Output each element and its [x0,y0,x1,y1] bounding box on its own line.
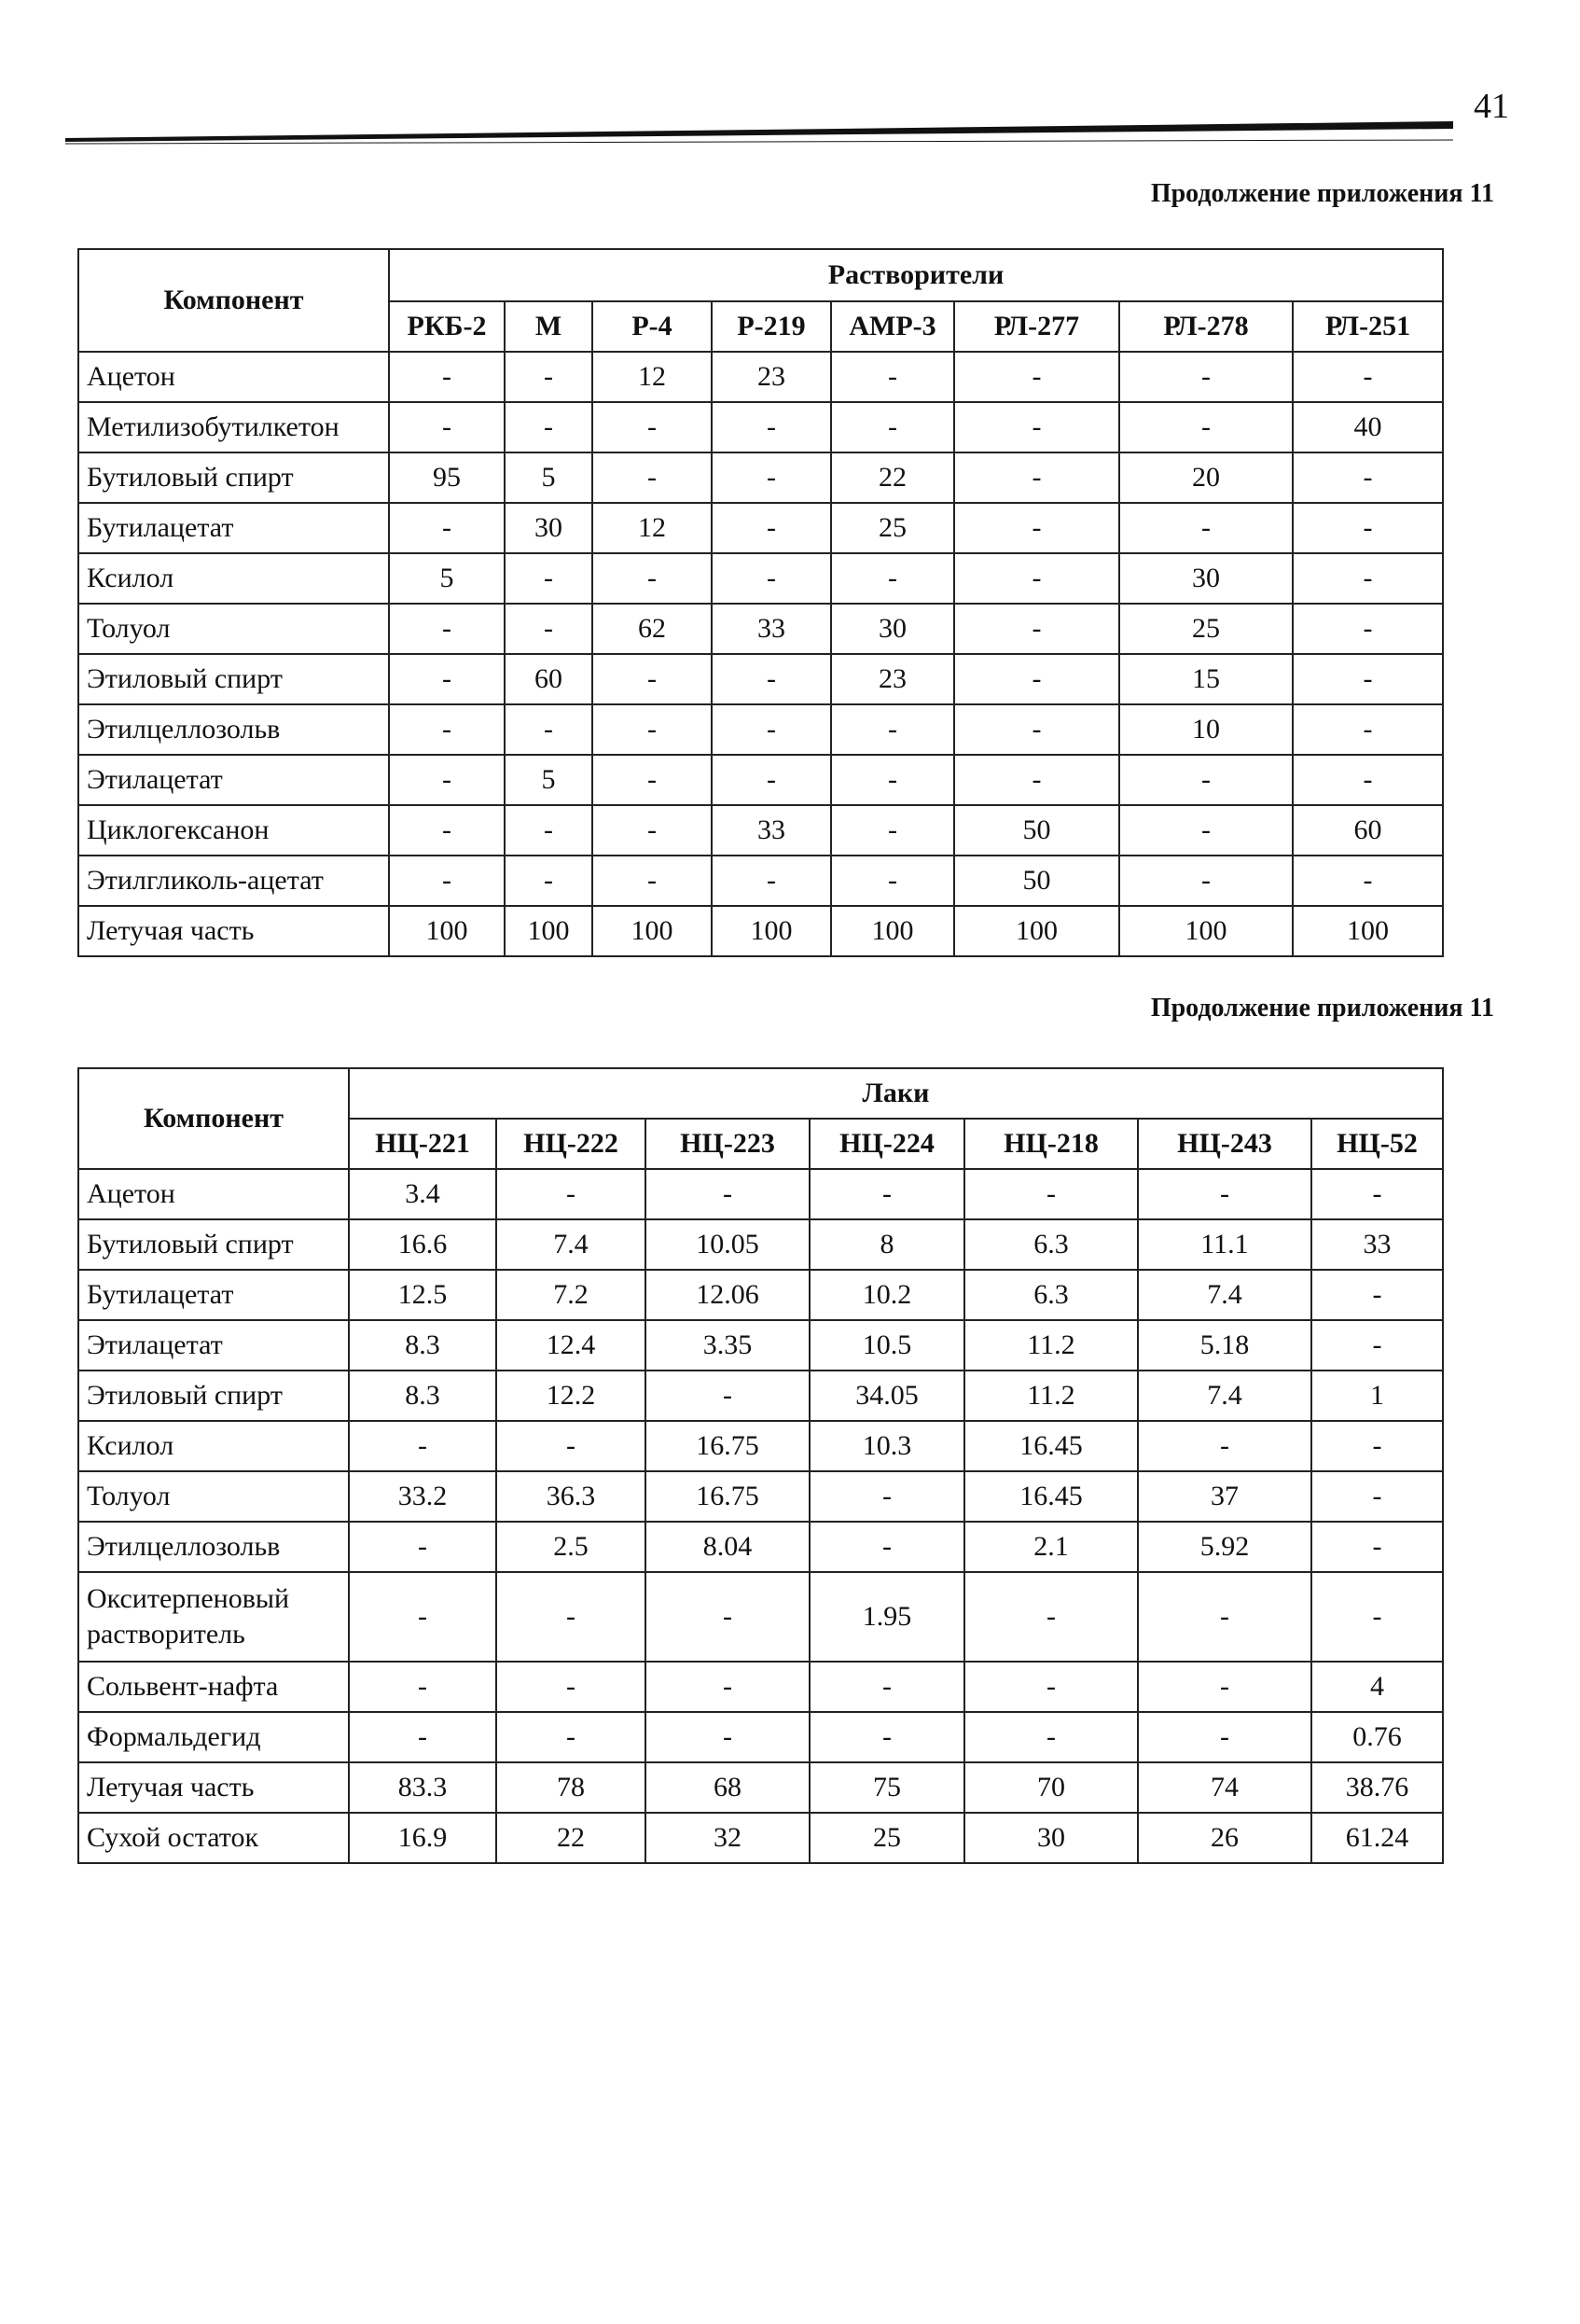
table-cell: 22 [831,452,954,503]
table-row [78,1270,1443,1320]
table-cell: 38.76 [1311,1762,1443,1813]
table-cell: - [592,402,712,452]
table-cell: - [505,553,592,604]
column-header: АМР-3 [831,301,954,352]
row-label: Циклогексанон [78,805,389,856]
table-cell: - [1293,755,1443,805]
table-cell: 16.45 [964,1471,1138,1522]
column-header: НЦ-52 [1311,1119,1443,1169]
table-cell: - [1293,553,1443,604]
row-label: Этилацетат [78,1320,349,1371]
table-cell: - [964,1169,1138,1219]
table-cell: - [389,503,505,553]
table-cell: 100 [505,906,592,956]
table-cell: - [954,503,1119,553]
table-row [78,1662,1443,1712]
table-cell: 10 [1119,704,1293,755]
table-cell: 100 [712,906,831,956]
table-cell: 0.76 [1311,1712,1443,1762]
table-cell: - [505,402,592,452]
table-cell: 78 [496,1762,645,1813]
table-cell: - [1293,352,1443,402]
table-cell: - [645,1371,810,1421]
table-row [78,1522,1443,1572]
table-cell: - [349,1712,496,1762]
table-cell: - [831,704,954,755]
table-cell: 30 [831,604,954,654]
table-caption-solvents: Продолжение приложения 11 [1150,179,1494,208]
row-label: Сухой остаток [78,1813,349,1863]
table-row [78,856,1443,906]
column-header: НЦ-218 [964,1119,1138,1169]
table-cell: 7.4 [1138,1371,1311,1421]
table-cell: - [592,704,712,755]
table-cell: 12 [592,503,712,553]
table-row [78,755,1443,805]
table-cell: 12.2 [496,1371,645,1421]
table-cell: 3.35 [645,1320,810,1371]
row-label: Толуол [78,604,389,654]
table-cell: - [1293,452,1443,503]
table-cell: 22 [496,1813,645,1863]
table-cell: 11.1 [1138,1219,1311,1270]
table-row [78,452,1443,503]
row-label: Формальдегид [78,1712,349,1762]
table-cell: - [954,654,1119,704]
table-row [78,1169,1443,1219]
table-cell: - [712,856,831,906]
table-cell: - [1138,1572,1311,1662]
table-cell: 33 [712,604,831,654]
table-row [78,553,1443,604]
table-cell: 23 [831,654,954,704]
table-cell: - [831,856,954,906]
column-header: НЦ-221 [349,1119,496,1169]
column-header: Р-219 [712,301,831,352]
table-cell: 61.24 [1311,1813,1443,1863]
table-cell: - [964,1712,1138,1762]
table-cell: 74 [1138,1762,1311,1813]
row-label: Бутиловый спирт [78,1219,349,1270]
column-header: РЛ-251 [1293,301,1443,352]
table-cell: - [389,755,505,805]
table-row [78,1471,1443,1522]
table-cell: 6.3 [964,1219,1138,1270]
column-header: НЦ-223 [645,1119,810,1169]
table-cell: 83.3 [349,1762,496,1813]
table-row [78,604,1443,654]
table-cell: 12.4 [496,1320,645,1371]
table-cell: 36.3 [496,1471,645,1522]
table-cell: 26 [1138,1813,1311,1863]
table-cell: - [831,755,954,805]
table-cell: - [954,755,1119,805]
table-cell: - [496,1421,645,1471]
table-row [78,1762,1443,1813]
table-cell: 16.6 [349,1219,496,1270]
table-cell: - [831,805,954,856]
table-cell: - [964,1572,1138,1662]
table-cell: - [389,402,505,452]
row-label: Бутиловый спирт [78,452,389,503]
table-cell: 8.3 [349,1371,496,1421]
table-cell: 11.2 [964,1371,1138,1421]
table-cell: 16.45 [964,1421,1138,1471]
table-cell: - [712,452,831,503]
table-cell: - [1293,856,1443,906]
table-cell: - [349,1522,496,1572]
table-cell: 5 [389,553,505,604]
solvents-table [77,248,1444,957]
table-cell: 16.9 [349,1813,496,1863]
table-cell: 10.2 [810,1270,964,1320]
table-cell: 62 [592,604,712,654]
table-cell: 20 [1119,452,1293,503]
table-cell: - [389,856,505,906]
row-label: Сольвент-нафта [78,1662,349,1712]
table-cell: - [592,553,712,604]
table-cell: - [1119,755,1293,805]
table-cell: - [349,1421,496,1471]
table-cell: - [1138,1712,1311,1762]
table-cell: 4 [1311,1662,1443,1712]
table-cell: 11.2 [964,1320,1138,1371]
table-cell: - [1119,352,1293,402]
table-cell: - [505,352,592,402]
table-cell: 60 [1293,805,1443,856]
table-cell: - [831,553,954,604]
row-label: Летучая часть [78,906,389,956]
table-cell: - [712,755,831,805]
table-cell: 3.4 [349,1169,496,1219]
table-cell: 25 [810,1813,964,1863]
table-cell: 12.5 [349,1270,496,1320]
table-cell: 2.5 [496,1522,645,1572]
table-cell: 5 [505,755,592,805]
row-label: Ацетон [78,352,389,402]
group-header: Лаки [349,1068,1443,1119]
table-cell: - [954,604,1119,654]
table-cell: 8.04 [645,1522,810,1572]
column-header: НЦ-224 [810,1119,964,1169]
table-cell: 34.05 [810,1371,964,1421]
row-label: Толуол [78,1471,349,1522]
table-cell: 100 [831,906,954,956]
table-row [78,1572,1443,1662]
table-cell: 10.5 [810,1320,964,1371]
table-cell: - [954,402,1119,452]
table-cell: 16.75 [645,1471,810,1522]
table-cell: - [712,402,831,452]
header-rule [65,118,1453,146]
table-cell: 33.2 [349,1471,496,1522]
component-header: Компонент [78,249,389,352]
table-cell: - [1138,1169,1311,1219]
table-cell: 2.1 [964,1522,1138,1572]
table-cell: 33 [1311,1219,1443,1270]
table-row [78,503,1443,553]
table-cell: - [592,805,712,856]
table-row [78,1712,1443,1762]
row-label: Окситерпеновый растворитель [78,1572,349,1662]
table-cell: - [349,1572,496,1662]
table-cell: - [389,654,505,704]
column-header: НЦ-222 [496,1119,645,1169]
table-cell: 25 [1119,604,1293,654]
table-cell: - [1138,1662,1311,1712]
lacquers-header-row [78,1068,1443,1119]
table-cell: - [810,1662,964,1712]
table-cell: 7.2 [496,1270,645,1320]
row-label: Бутилацетат [78,1270,349,1320]
table-cell: 30 [505,503,592,553]
table-cell: - [1311,1471,1443,1522]
table-cell: 33 [712,805,831,856]
table-cell: - [1311,1421,1443,1471]
table-cell: - [645,1169,810,1219]
row-label: Этилацетат [78,755,389,805]
table-row [78,352,1443,402]
component-header: Компонент [78,1068,349,1169]
table-cell: - [496,1662,645,1712]
column-header: РЛ-278 [1119,301,1293,352]
table-cell: 12 [592,352,712,402]
table-cell: - [505,604,592,654]
table-cell: - [712,704,831,755]
row-label: Этилцеллозольв [78,1522,349,1572]
table-cell: 15 [1119,654,1293,704]
table-cell: - [1311,1320,1443,1371]
table-cell: - [1119,402,1293,452]
table-cell: - [505,704,592,755]
table-cell: - [1293,654,1443,704]
row-label: Этиловый спирт [78,654,389,704]
table-cell: - [712,503,831,553]
table-cell: - [1293,704,1443,755]
table-cell: 37 [1138,1471,1311,1522]
table-cell: - [1311,1522,1443,1572]
table-row [78,1813,1443,1863]
table-cell: 8 [810,1219,964,1270]
table-cell: 23 [712,352,831,402]
table-cell: - [1119,503,1293,553]
table-cell: - [389,352,505,402]
table-cell: - [712,654,831,704]
table-cell: - [1119,856,1293,906]
table-cell: 30 [964,1813,1138,1863]
table-cell: 1.95 [810,1572,964,1662]
table-cell: 5.92 [1138,1522,1311,1572]
table-cell: - [1311,1169,1443,1219]
table-cell: 32 [645,1813,810,1863]
table-cell: 30 [1119,553,1293,604]
table-cell: - [810,1471,964,1522]
table-cell: 50 [954,805,1119,856]
column-header: РЛ-277 [954,301,1119,352]
row-label: Этиловый спирт [78,1371,349,1421]
group-header: Растворители [389,249,1443,301]
table-row [78,1421,1443,1471]
table-row [78,805,1443,856]
row-label: Метилизобутилкетон [78,402,389,452]
table-cell: - [389,704,505,755]
table-cell: 10.05 [645,1219,810,1270]
table-cell: - [592,452,712,503]
solvents-header-row [78,249,1443,301]
table-cell: 1 [1311,1371,1443,1421]
table-cell: - [592,654,712,704]
table-cell: - [712,553,831,604]
table-cell: - [592,856,712,906]
table-cell: 75 [810,1762,964,1813]
table-cell: - [349,1662,496,1712]
column-header: НЦ-243 [1138,1119,1311,1169]
table-row [78,906,1443,956]
column-header: РКБ-2 [389,301,505,352]
table-cell: 100 [954,906,1119,956]
table-cell: - [496,1712,645,1762]
table-cell: - [1311,1270,1443,1320]
table-cell: 60 [505,654,592,704]
table-cell: 7.4 [1138,1270,1311,1320]
table-cell: - [831,352,954,402]
row-label: Летучая часть [78,1762,349,1813]
row-label: Бутилацетат [78,503,389,553]
row-label: Ксилол [78,553,389,604]
table-caption-lacquers: Продолжение приложения 11 [1150,994,1494,1023]
table-cell: - [831,402,954,452]
table-cell: 100 [1119,906,1293,956]
table-cell: 40 [1293,402,1443,452]
table-cell: - [592,755,712,805]
table-row [78,704,1443,755]
table-cell: 25 [831,503,954,553]
table-cell: - [505,805,592,856]
row-label: Этилгликоль-ацетат [78,856,389,906]
table-cell: 16.75 [645,1421,810,1471]
table-cell: 5 [505,452,592,503]
table-cell: 8.3 [349,1320,496,1371]
table-cell: 100 [592,906,712,956]
table-cell: - [389,805,505,856]
table-cell: - [954,704,1119,755]
table-row [78,1371,1443,1421]
table-cell: - [1311,1572,1443,1662]
table-row [78,1219,1443,1270]
table-cell: - [645,1712,810,1762]
table-cell: - [1293,503,1443,553]
row-label: Ацетон [78,1169,349,1219]
table-cell: - [496,1572,645,1662]
table-row [78,654,1443,704]
table-cell: 5.18 [1138,1320,1311,1371]
table-cell: 12.06 [645,1270,810,1320]
table-cell: 100 [389,906,505,956]
table-row [78,1320,1443,1371]
table-cell: - [954,553,1119,604]
table-cell: - [954,352,1119,402]
table-cell: - [954,452,1119,503]
table-cell: - [645,1662,810,1712]
table-cell: - [810,1522,964,1572]
table-cell: 6.3 [964,1270,1138,1320]
table-row [78,402,1443,452]
row-label: Этилцеллозольв [78,704,389,755]
table-cell: - [964,1662,1138,1712]
table-cell: - [810,1712,964,1762]
table-cell: - [496,1169,645,1219]
lacquers-table-body [78,1169,1443,1863]
table-cell: 95 [389,452,505,503]
table-cell: - [505,856,592,906]
table-cell: - [1138,1421,1311,1471]
table-cell: 50 [954,856,1119,906]
solvents-table-body [78,352,1443,956]
column-header: Р-4 [592,301,712,352]
table-cell: 70 [964,1762,1138,1813]
table-cell: 100 [1293,906,1443,956]
table-cell: 10.3 [810,1421,964,1471]
column-header: М [505,301,592,352]
lacquers-table [77,1067,1444,1864]
table-cell: - [389,604,505,654]
table-cell: - [645,1572,810,1662]
table-cell: - [1293,604,1443,654]
row-label: Ксилол [78,1421,349,1471]
table-cell: - [1119,805,1293,856]
table-cell: 7.4 [496,1219,645,1270]
table-cell: - [810,1169,964,1219]
page-number: 41 [1474,87,1509,126]
table-cell: 68 [645,1762,810,1813]
